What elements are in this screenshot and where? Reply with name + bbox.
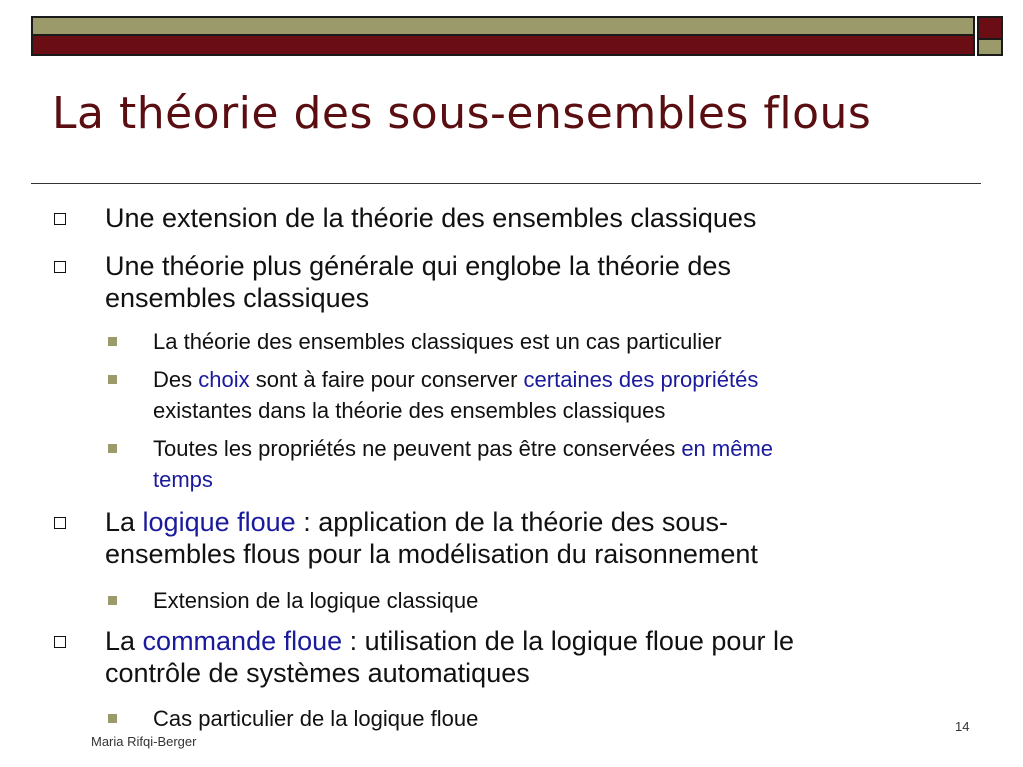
top-bar-olive [31, 16, 975, 36]
sub-bullet-text: La théorie des ensembles classiques est un cas particulier [153, 329, 722, 354]
highlight-text: en même [681, 436, 774, 461]
sub-bullet-square-icon [108, 375, 117, 384]
bullet-text: Une théorie plus générale qui englobe la théorie des ensembles classiques [105, 251, 731, 313]
sub-bullet-square-icon [108, 337, 117, 346]
bullet-text: La logique floue : application de la théorie des sous- ensembles flous pour la modélisation du raisonnement [105, 507, 758, 569]
sub-bullet-text: Cas particulier de la logique floue [153, 706, 479, 731]
bullet-square-icon [54, 517, 66, 529]
bullet-square-icon [54, 636, 66, 648]
sub-bullet-text: Des choix sont à faire pour conserver certaines des propriétés existantes dans la théorie des ensembles classiques [153, 367, 759, 423]
page-number: 14 [955, 719, 970, 734]
highlight-text: temps [153, 467, 213, 492]
highlight-text: commande floue [142, 626, 343, 656]
sub-bullet-text: Extension de la logique classique [153, 588, 479, 613]
bullet-square-icon [54, 261, 66, 273]
sub-bullet-square-icon [108, 596, 117, 605]
top-bar-maroon [31, 36, 975, 56]
sub-bullet-square-icon [108, 444, 117, 453]
bullet-square-icon [54, 213, 66, 225]
highlight-text: certaines des propriétés [523, 367, 759, 392]
bullet-text: La commande floue : utilisation de la logique floue pour le contrôle de systèmes automatiques [105, 626, 794, 688]
slide-title: La théorie des sous-ensembles flous [52, 88, 872, 139]
highlight-text: choix [198, 367, 250, 392]
corner-block-olive [977, 40, 1003, 56]
sub-bullet-text: Toutes les propriétés ne peuvent pas être conservées en même temps [153, 433, 973, 495]
title-rule [31, 183, 981, 184]
footer-author: Maria Rifqi-Berger [91, 734, 197, 749]
highlight-text: logique floue [142, 507, 296, 537]
sub-bullet-square-icon [108, 714, 117, 723]
bullet-text: Une extension de la théorie des ensembles classiques [105, 203, 757, 233]
corner-block-maroon [977, 16, 1003, 40]
